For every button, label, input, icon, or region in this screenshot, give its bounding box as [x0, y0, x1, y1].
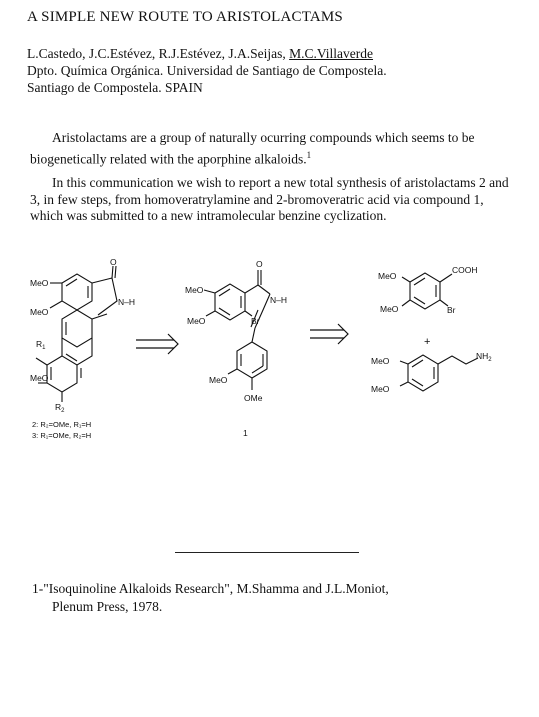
amine-meo-low: MeO	[371, 384, 390, 394]
amide-meo-mid: MeO	[187, 316, 206, 326]
retrosynthesis-arrow-1	[136, 334, 178, 354]
affiliation-city: Santiago de Compostela. SPAIN	[27, 80, 203, 95]
affiliation-department: Dpto. Química Orgánica. Universidad de Santiago de Compostela.	[27, 63, 387, 78]
plus-sign: +	[424, 336, 431, 348]
authors-text: L.Castedo, J.C.Estévez, R.J.Estévez, J.A.Seijas,	[27, 46, 286, 61]
compound-1-label: 1	[243, 428, 248, 438]
reference-1-line-2: Plenum Press, 1978.	[52, 599, 163, 614]
retrosynthesis-arrow-2	[310, 324, 348, 344]
footnote-divider	[175, 552, 359, 553]
paper-title: A SIMPLE NEW ROUTE TO ARISTOLACTAMS	[27, 9, 343, 25]
paragraph-intro	[30, 130, 510, 168]
corresponding-author: M.C.Villaverde	[289, 46, 374, 61]
acid-cooh: COOH	[452, 265, 478, 275]
acid-meo-low: MeO	[380, 304, 399, 314]
aristolactam-meo-top: MeO	[30, 278, 49, 288]
reference-1-line-1: 1-"Isoquinoline Alkaloids Research", M.Shamma and J.L.Moniot,	[32, 581, 389, 596]
reaction-scheme	[0, 258, 539, 458]
amide-meo-low: MeO	[209, 375, 228, 385]
acid-meo-top: MeO	[378, 271, 397, 281]
aristolactam-meo-mid: MeO	[30, 307, 49, 317]
legend-compound-3: 3: R₁=OMe, R₂=H	[32, 431, 92, 440]
amine-meo-top: MeO	[371, 356, 390, 366]
author-list	[27, 45, 373, 62]
amide-nh: N–H	[270, 295, 288, 305]
reference-marker: 1	[306, 149, 312, 160]
amine-structure	[400, 355, 478, 391]
amide-carbonyl-o: O	[256, 259, 263, 269]
amine-nh2: $NH_2$	[476, 351, 492, 363]
paragraph-intro-text: Aristolactams are a group of naturally ocurring compounds which seems to be biogenetically related with the aporphine alkaloids.	[30, 130, 475, 166]
amide-structure	[204, 270, 270, 390]
aristolactam-meo-low: MeO	[30, 373, 49, 383]
acid-br: Br	[447, 305, 456, 315]
amide-ome: OMe	[244, 393, 263, 403]
paragraph-synthesis: In this communication we wish to report a new total synthesis of aristolactams 2 and 3, in few steps, from homoveratrylamine and 2-bromoveratric acid via compound 1, which was submitted to a new intramolecular benzine cyclization.	[30, 175, 509, 223]
amide-br: Br	[251, 316, 260, 326]
aristolactam-r2: $R_2$	[55, 402, 65, 414]
acid-structure	[402, 273, 452, 309]
legend-compound-2: 2: R₂=OMe, R₁=H	[32, 420, 92, 429]
aristolactam-r1: $R_1$	[36, 339, 46, 351]
aristolactam-carbonyl-o: O	[110, 258, 117, 267]
amide-meo-top: MeO	[185, 285, 204, 295]
aristolactam-nh: N–H	[118, 297, 136, 307]
